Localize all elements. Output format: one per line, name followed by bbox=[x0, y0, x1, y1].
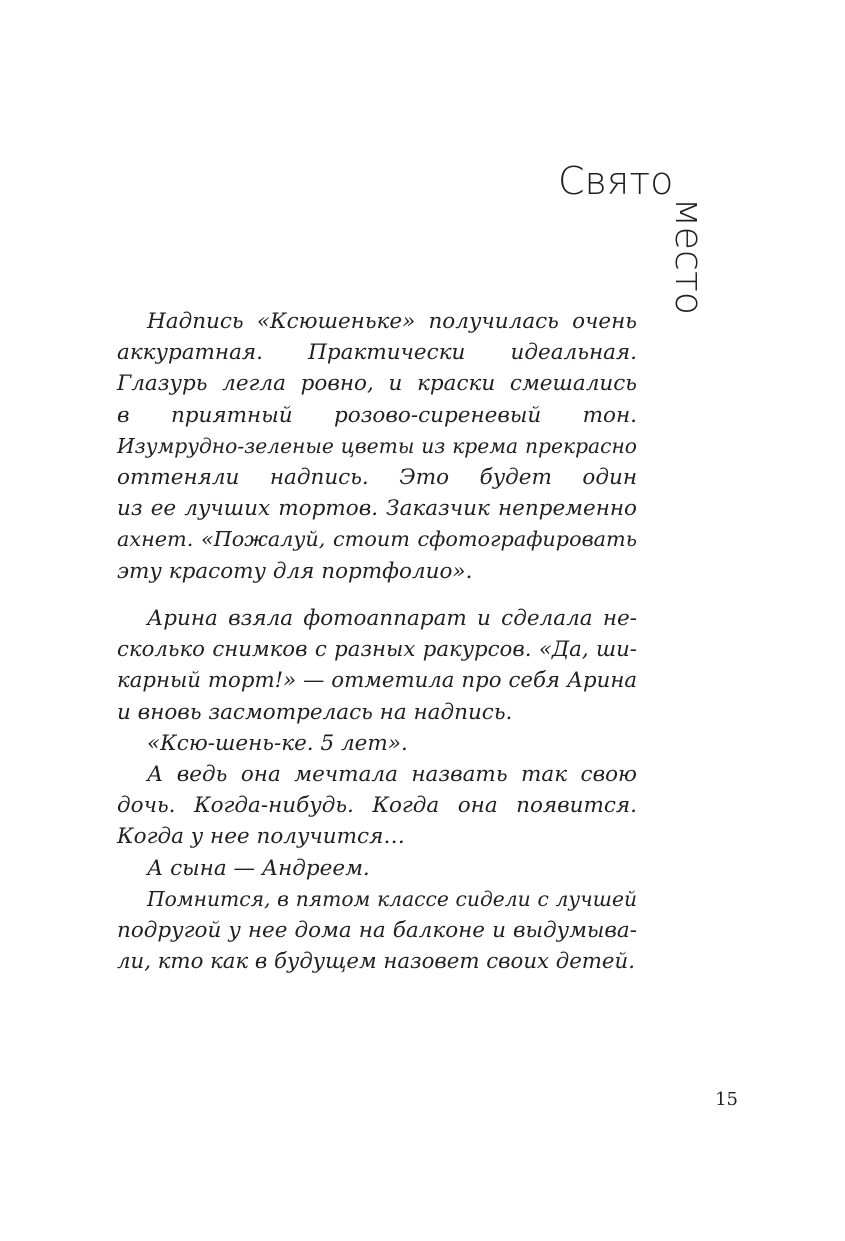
text-line: А ведь она мечтала назвать так свою bbox=[147, 761, 637, 787]
text-line: ли, кто как в будущем назовет своих детей. bbox=[117, 949, 635, 975]
text-line: эту красоту для портфолио». bbox=[117, 558, 473, 584]
text-line: «Ксю-шень-ке. 5 лет». bbox=[147, 730, 408, 756]
chapter-title-word-1: Свято bbox=[558, 159, 674, 203]
text-line: дочь. Когда-нибудь. Когда она появится. bbox=[117, 793, 637, 819]
text-block-2 bbox=[117, 603, 637, 977]
text-line: и вновь засмотрелась на надпись. bbox=[117, 699, 513, 725]
text-line: Изумрудно-зеленые цветы из крема прекрасно bbox=[117, 433, 637, 458]
text-line: оттеняли надпись. Это будет один bbox=[117, 464, 637, 490]
paragraph-5 bbox=[117, 853, 637, 884]
text-line: в приятный розово-сиреневый тон. bbox=[117, 402, 637, 428]
chapter-title-word-2: место bbox=[667, 198, 711, 316]
text-line: подругой у нее дома на балконе и выдумыва- bbox=[117, 917, 637, 943]
text-line: Когда у нее получится… bbox=[117, 824, 405, 850]
paragraph-6 bbox=[117, 884, 637, 978]
text-line: Помнится, в пятом классе сидели с лучшей bbox=[147, 886, 637, 911]
text-line: ахнет. «Пожалуй, стоит сфотографировать bbox=[117, 527, 637, 552]
text-line: из ее лучших тортов. Заказчик непременно bbox=[117, 496, 637, 522]
paragraph-3 bbox=[117, 728, 637, 759]
page-number: 15 bbox=[715, 1089, 738, 1110]
paragraph-4 bbox=[117, 759, 637, 853]
text-line: А сына — Андреем. bbox=[147, 855, 370, 881]
text-line: Арина взяла фотоаппарат и сделала не- bbox=[147, 606, 637, 631]
text-line: Надпись «Ксюшеньке» получилась очень bbox=[147, 309, 637, 334]
text-block-1 bbox=[117, 306, 637, 587]
text-line: сколько снимков с разных ракурсов. «Да, ши- bbox=[117, 637, 637, 663]
paragraph-1 bbox=[117, 306, 637, 587]
text-line: карный торт!» — отметила про себя Арина bbox=[117, 668, 637, 694]
text-line: аккуратная. Практически идеальная. bbox=[117, 340, 637, 366]
paragraph-2 bbox=[117, 603, 637, 728]
text-line: Глазурь легла ровно, и краски смешались bbox=[117, 371, 637, 397]
